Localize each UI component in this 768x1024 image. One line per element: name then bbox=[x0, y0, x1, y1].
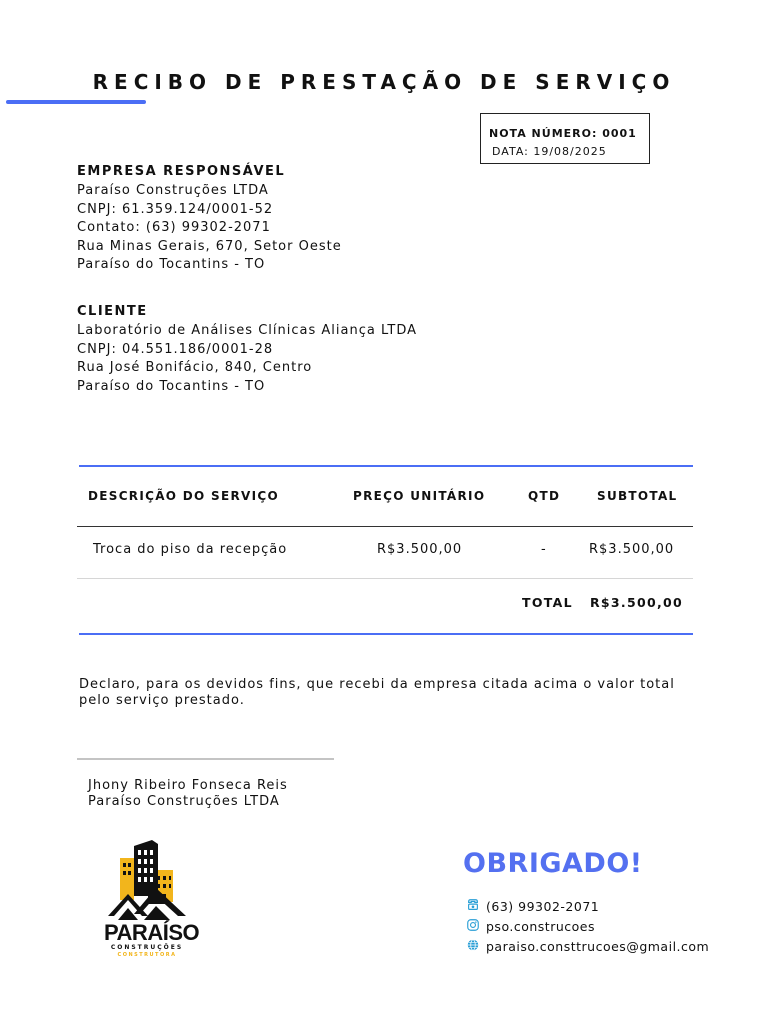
company-city: Paraíso do Tocantins - TO bbox=[77, 257, 266, 273]
company-cnpj: CNPJ: 61.359.124/0001-52 bbox=[77, 201, 274, 217]
header-unit-price: PREÇO UNITÁRIO bbox=[353, 489, 486, 503]
phone-icon bbox=[466, 897, 480, 916]
total-value: R$3.500,00 bbox=[590, 595, 684, 610]
signature-block bbox=[88, 778, 288, 810]
declaration-text bbox=[79, 677, 719, 709]
company-logo bbox=[104, 836, 200, 962]
client-address: Rua José Bonifácio, 840, Centro bbox=[77, 360, 313, 376]
company-address: Rua Minas Gerais, 670, Setor Oeste bbox=[77, 238, 342, 254]
signature-line bbox=[77, 758, 334, 760]
globe-icon bbox=[466, 937, 480, 956]
row-unit-price: R$3.500,00 bbox=[377, 542, 463, 557]
title-accent-bar bbox=[6, 100, 146, 104]
client-name: Laboratório de Análises Clínicas Aliança LTDA bbox=[77, 323, 418, 338]
header-description: DESCRIÇÃO DO SERVIÇO bbox=[88, 489, 279, 503]
logo-name: PARAÍSO bbox=[104, 920, 200, 945]
logo-tagline: CONSTRUTORA bbox=[117, 952, 177, 958]
table-row-rule bbox=[77, 578, 693, 579]
contact-email-text: paraiso.consttrucoes@gmail.com bbox=[486, 939, 710, 954]
row-description: Troca do piso da recepção bbox=[93, 542, 288, 557]
note-date: DATA: 19/08/2025 bbox=[492, 145, 607, 158]
contact-instagram[interactable] bbox=[466, 917, 595, 936]
table-top-rule bbox=[79, 465, 693, 467]
company-details bbox=[77, 182, 342, 275]
client-city: Paraíso do Tocantins - TO bbox=[77, 378, 266, 394]
note-number: NOTA NÚMERO: 0001 bbox=[489, 127, 637, 140]
company-name: Paraíso Construções LTDA bbox=[77, 183, 269, 198]
row-qty: - bbox=[541, 542, 547, 557]
contact-instagram-text: pso.construcoes bbox=[486, 919, 595, 934]
client-cnpj: CNPJ: 04.551.186/0001-28 bbox=[77, 341, 274, 357]
company-heading: EMPRESA RESPONSÁVEL bbox=[77, 164, 286, 179]
table-header-rule bbox=[77, 526, 693, 527]
contact-phone bbox=[466, 897, 599, 916]
header-qty: QTD bbox=[528, 489, 561, 503]
contact-email[interactable] bbox=[466, 937, 709, 956]
instagram-icon bbox=[466, 917, 480, 936]
thanks-heading: OBRIGADO! bbox=[463, 848, 643, 879]
contact-phone-text: (63) 99302-2071 bbox=[486, 899, 600, 914]
total-label: TOTAL bbox=[522, 595, 573, 610]
note-info-box bbox=[480, 113, 650, 164]
signer-name: Jhony Ribeiro Fonseca Reis bbox=[88, 778, 288, 793]
company-contact: Contato: (63) 99302-2071 bbox=[77, 220, 271, 236]
table-bottom-rule bbox=[79, 633, 693, 635]
declaration-line-2: pelo serviço prestado. bbox=[79, 693, 245, 708]
logo-subtitle: CONSTRUÇÕES bbox=[110, 944, 184, 951]
logo-buildings-graphic bbox=[104, 836, 190, 920]
client-details bbox=[77, 322, 417, 396]
client-heading: CLIENTE bbox=[77, 304, 148, 319]
declaration-line-1: Declaro, para os devidos fins, que recebi da empresa citada acima o valor total bbox=[79, 677, 675, 692]
signer-company: Paraíso Construções LTDA bbox=[88, 794, 280, 809]
receipt-title: RECIBO DE PRESTAÇÃO DE SERVIÇO bbox=[92, 70, 676, 94]
header-subtotal: SUBTOTAL bbox=[597, 489, 678, 503]
row-subtotal: R$3.500,00 bbox=[589, 542, 675, 557]
